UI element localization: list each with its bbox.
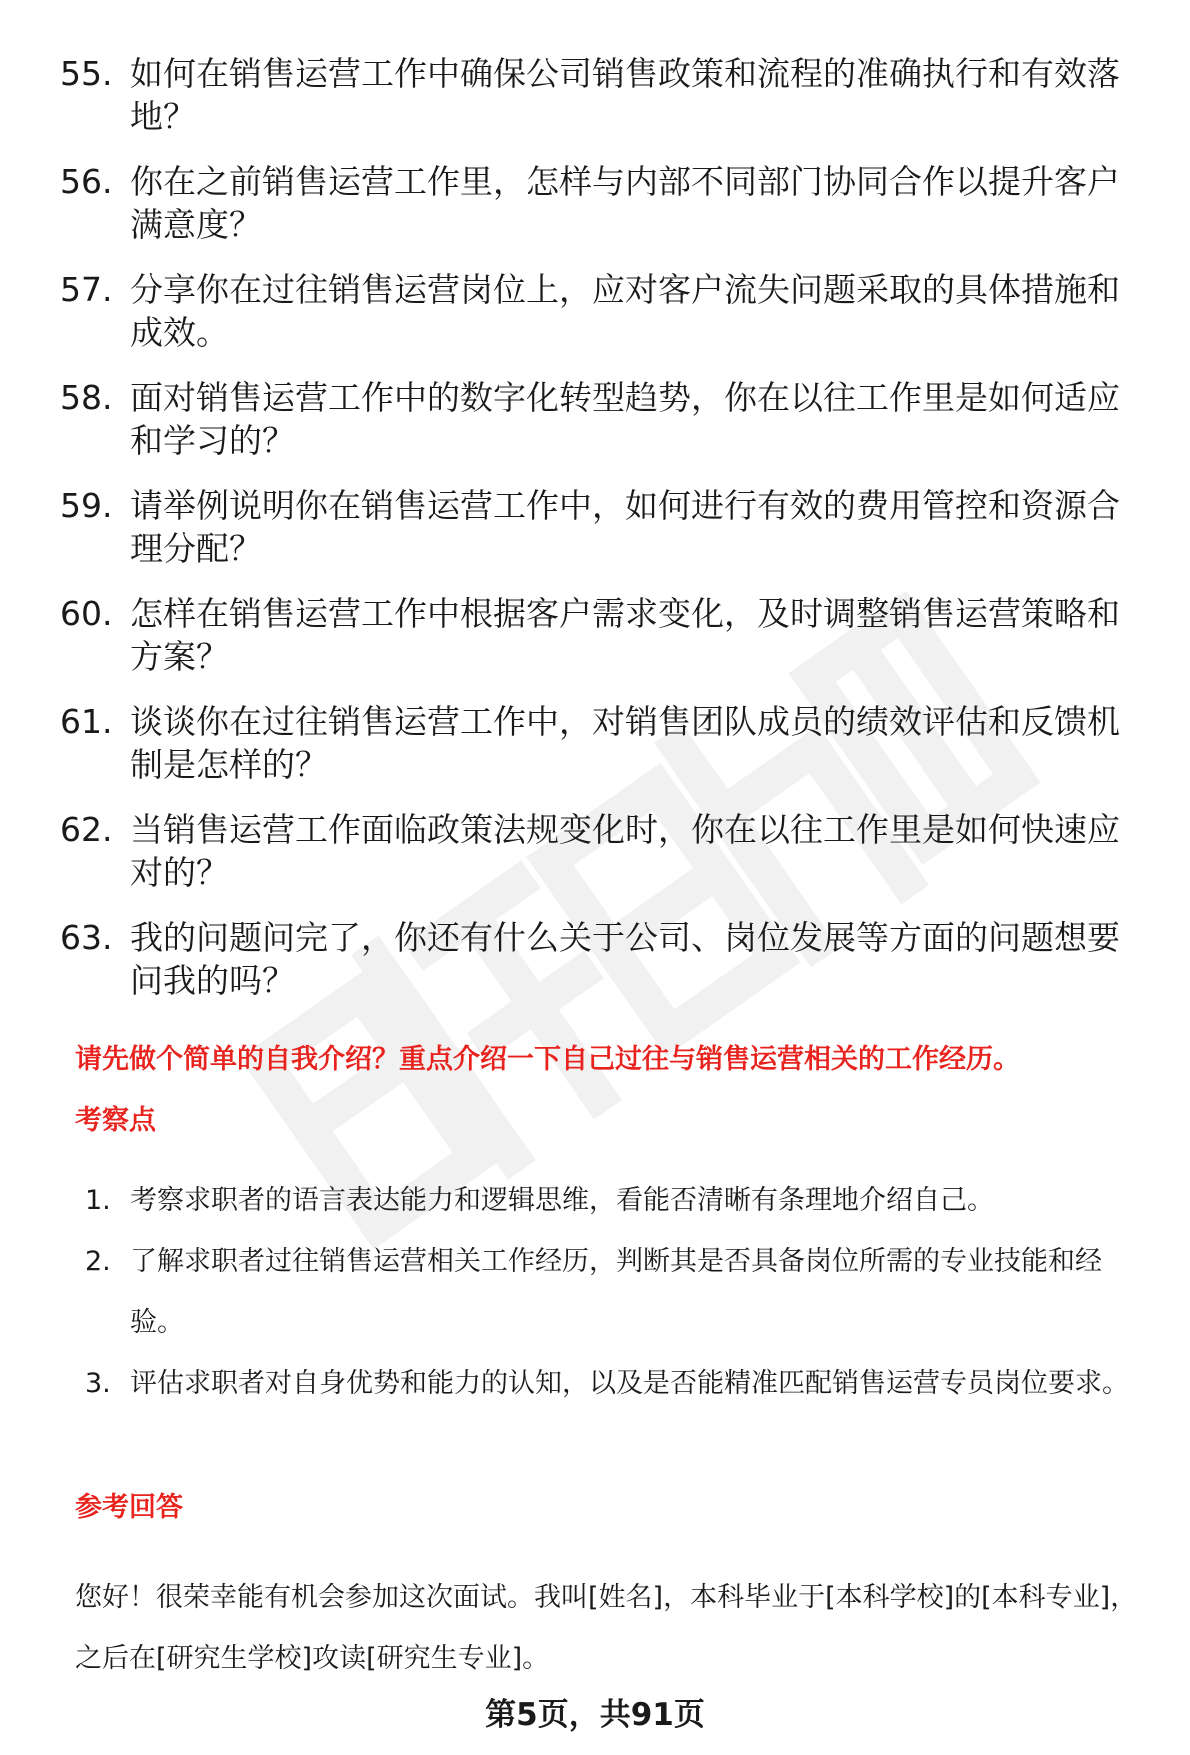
point-text: 了解求职者过往销售运营相关工作经历，判断其是否具备岗位所需的专业技能和经验。 xyxy=(130,1246,1102,1338)
question-number: 60. xyxy=(60,594,113,633)
list-item xyxy=(60,268,1150,354)
question-number: 62. xyxy=(60,810,113,849)
page-footer: 第5页，共91页 xyxy=(485,1697,705,1733)
question-number: 59. xyxy=(60,486,113,525)
list-item xyxy=(60,160,1150,246)
list-item xyxy=(60,916,1150,1002)
question-text: 谈谈你在过往销售运营工作中，对销售团队成员的绩效评估和反馈机制是怎样的？ xyxy=(130,702,1120,784)
list-item xyxy=(85,1231,1155,1353)
question-number: 63. xyxy=(60,918,113,957)
question-text: 面对销售运营工作中的数字化转型趋势，你在以往工作里是如何适应和学习的？ xyxy=(130,378,1120,460)
question-number: 61. xyxy=(60,702,113,741)
list-item xyxy=(60,592,1150,678)
list-item xyxy=(85,1353,1155,1414)
list-item xyxy=(60,52,1150,138)
question-text: 如何在销售运营工作中确保公司销售政策和流程的准确执行和有效落地？ xyxy=(130,54,1120,136)
question-text: 请举例说明你在销售运营工作中，如何进行有效的费用管控和资源合理分配？ xyxy=(130,486,1120,568)
focus-point-list xyxy=(85,1170,1155,1414)
question-list xyxy=(60,52,1150,1024)
list-item xyxy=(60,808,1150,894)
point-text: 考察求职者的语言表达能力和逻辑思维，看能否清晰有条理地介绍自己。 xyxy=(130,1185,994,1216)
point-number: 2. xyxy=(85,1246,111,1277)
list-item xyxy=(85,1170,1155,1231)
question-text: 当销售运营工作面临政策法规变化时，你在以往工作里是如何快速应对的？ xyxy=(130,810,1120,892)
answer-text: 您好！很荣幸能有机会参加这次面试。我叫[姓名]，本科毕业于[本科学校]的[本科专业]，之后在[研究生学校]攻读[研究生专业]。 xyxy=(75,1582,1138,1674)
point-number: 1. xyxy=(85,1185,111,1216)
answer-heading: 参考回答 xyxy=(75,1492,183,1523)
highlight-question: 请先做个简单的自我介绍？重点介绍一下自己过往与销售运营相关的工作经历。 xyxy=(75,1044,1020,1075)
question-text: 分享你在过往销售运营岗位上，应对客户流失问题采取的具体措施和成效。 xyxy=(130,270,1120,352)
list-item xyxy=(60,376,1150,462)
list-item xyxy=(60,484,1150,570)
focus-heading: 考察点 xyxy=(75,1105,156,1136)
point-number: 3. xyxy=(85,1368,111,1399)
question-number: 57. xyxy=(60,270,113,309)
question-number: 56. xyxy=(60,162,113,201)
point-text: 评估求职者对自身优势和能力的认知，以及是否能精准匹配销售运营专员岗位要求。 xyxy=(130,1368,1129,1399)
question-text: 怎样在销售运营工作中根据客户需求变化，及时调整销售运营策略和方案？ xyxy=(130,594,1120,676)
question-number: 55. xyxy=(60,54,113,93)
list-item xyxy=(60,700,1150,786)
question-text: 我的问题问完了，你还有什么关于公司、岗位发展等方面的问题想要问我的吗？ xyxy=(130,918,1120,1000)
question-number: 58. xyxy=(60,378,113,417)
question-text: 你在之前销售运营工作里，怎样与内部不同部门协同合作以提升客户满意度？ xyxy=(130,162,1120,244)
